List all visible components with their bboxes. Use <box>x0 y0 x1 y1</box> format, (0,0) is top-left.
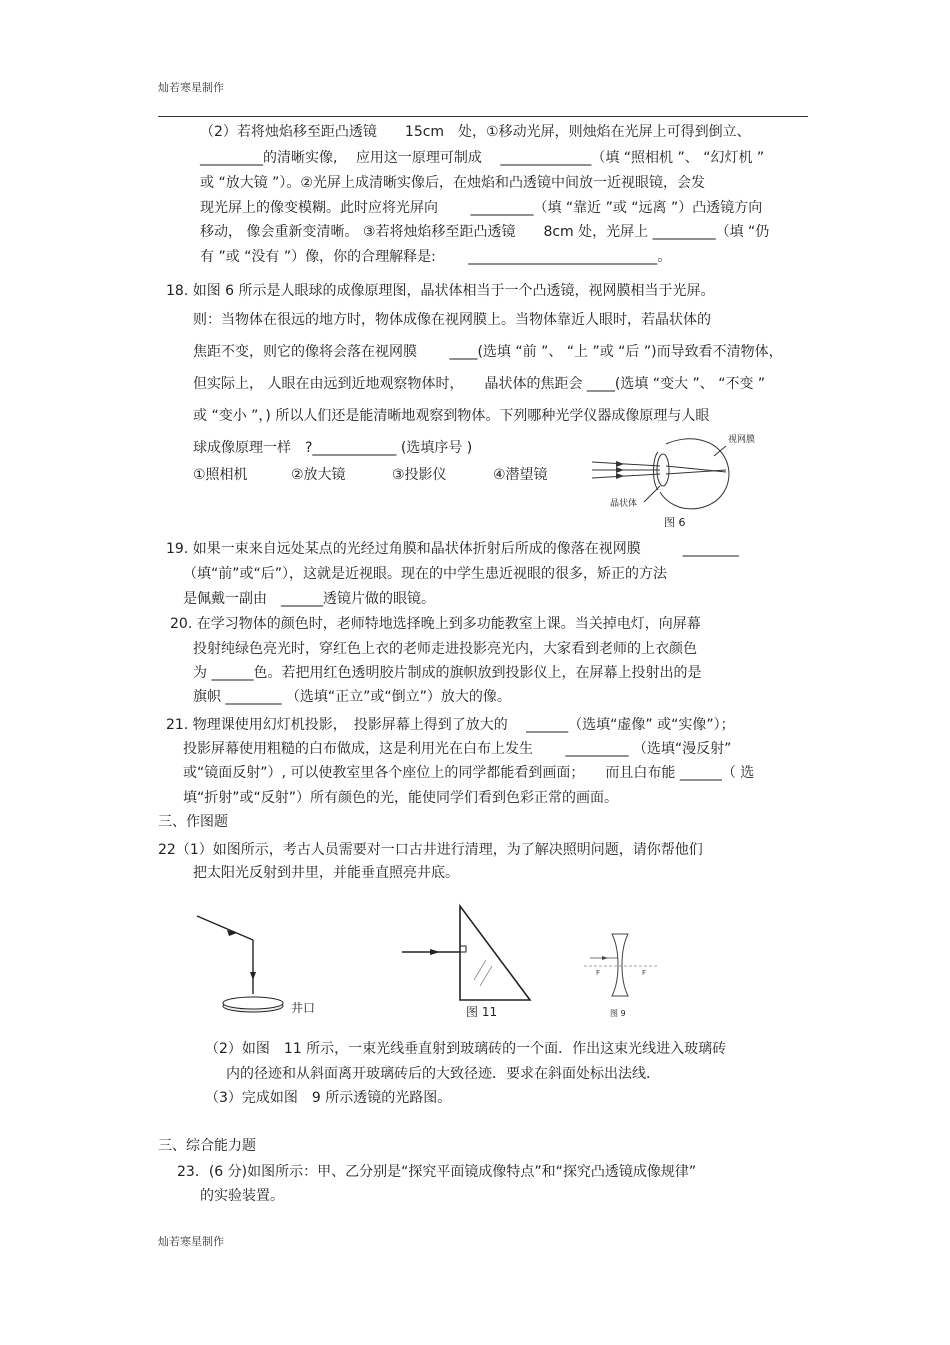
retina-label: 视网膜 <box>728 435 756 445</box>
q23-line-2: 的实验装置。 <box>200 1188 284 1204</box>
figure-9-caption: 图 9 <box>610 1009 626 1018</box>
section-3-title: 三、作图题 <box>158 814 228 830</box>
header-watermark: 灿若寒星制作 <box>158 81 224 94</box>
q23-line-1: 23．(6 分)如图所示：甲、乙分别是“探究平面镜成像特点”和“探究凸透镜成像规律” <box>177 1164 697 1180</box>
q21-line-1: 21. 物理课使用幻灯机投影， 投影屏幕上得到了放大的 ______（选填“虚像” 或“实像”）； <box>166 717 735 733</box>
q20-line-2: 投射纯绿色亮光时，穿红色上衣的老师走进投影亮光内，大家看到老师的上衣颜色 <box>193 641 697 657</box>
q22-part2-line-1: （2）如图 11 所示，一束光线垂直射到玻璃砖的一个面．作出这束光线进入玻璃砖 <box>205 1041 727 1057</box>
q17-line-1: （2）若将烛焰移至距凸透镜 15cm 处，①移动光屏，则烛焰在光屏上可得到倒立、 <box>200 124 751 140</box>
q18-line-2: 则：当物体在很远的地方时，物体成像在视网膜上。当物体靠近人眼时，若晶状体的 <box>193 312 711 328</box>
q17-line-5: 移动， 像会重新变清晰。 ③若将烛焰移至距凸透镜 8cm 处，光屏上 _________（填 “仍 <box>200 224 770 240</box>
footer-watermark: 灿若寒星制作 <box>158 1235 224 1248</box>
q21-line-2: 投影屏幕使用粗糙的白布做成，这是利用光在白布上发生 _________ （选填“漫反射” <box>183 741 732 757</box>
q21-line-4: 填“折射”或“反射”）所有颜色的光，能使同学们看到色彩正常的画面。 <box>183 790 619 806</box>
well-label: 井口 <box>291 1001 316 1015</box>
figure-11-caption: 图 11 <box>466 1005 498 1019</box>
q19-line-1: 19. 如果一束来自远处某点的光经过角膜和晶状体折射后所成的像落在视网膜 ________ <box>166 541 739 557</box>
q20-line-4: 旗帜 ________ （选填“正立”或“倒立”）放大的像。 <box>193 689 511 705</box>
q17-line-6: 有 ”或 “没有 ”）像，你的合理解释是: ___________________________。 <box>200 249 672 265</box>
q18-line-4: 但实际上， 人眼在由远到近地观察物体时， 晶状体的焦距会 ____(选填 “变大 ”、 “不变 ” <box>193 376 766 392</box>
q18-option-1: ①照相机 <box>193 467 248 483</box>
q19-line-3: 是佩戴一副由 ______透镜片做的眼镜。 <box>183 591 435 607</box>
glass-brick-diagram <box>400 900 540 1022</box>
focus-left-label: F <box>596 969 601 977</box>
q18-line-6: 球成像原理一样 ?____________ (选填序号 ) <box>193 440 473 456</box>
well-diagram <box>195 912 325 1022</box>
q20-line-3: 为 ______色。若把用红色透明胶片制成的旗帜放到投影仪上，在屏幕上投射出的是 <box>193 665 702 681</box>
q18-option-4: ④潜望镜 <box>493 467 548 483</box>
q18-line-5: 或 “变小 ”，) 所以人们还是能清晰地观察到物体。下列哪种光学仪器成像原理与人眼 <box>193 408 710 424</box>
q22-part3: （3）完成如图 9 所示透镜的光路图。 <box>205 1090 452 1106</box>
q22-line-2: 把太阳光反射到井里，并能垂直照亮井底。 <box>193 865 459 881</box>
lens-label: 晶状体 <box>610 499 638 509</box>
q22-line-1: 22（1）如图所示，考古人员需要对一口古井进行清理，为了解决照明问题，请你帮他们 <box>158 842 703 858</box>
q18-line-3: 焦距不变，则它的像将会落在视网膜 ____(选填 “前 ”、 “上 ”或 “后 ”)而导致看不清物体， <box>193 344 783 360</box>
q18-option-3: ③投影仪 <box>392 467 447 483</box>
q17-line-4: 现光屏上的像变模糊。此时应将光屏向 _________（填 “靠近 ”或 “远离 ”）凸透镜方向 <box>200 200 763 216</box>
concave-lens-diagram <box>582 930 660 1022</box>
header-rule <box>158 116 808 117</box>
q19-line-2: （填“前”或“后”），这就是近视眼。现在的中学生患近视眼的很多，矫正的方法 <box>183 566 668 582</box>
eye-diagram <box>588 428 763 532</box>
section-4-title: 三、综合能力题 <box>158 1138 256 1154</box>
focus-right-label: F <box>642 969 647 977</box>
figure-6-caption: 图 6 <box>664 516 686 529</box>
q17-line-2: _________的清晰实像, 应用这一原理可制成 _____________（填 “照相机 ”、 “幻灯机 ” <box>200 150 765 166</box>
q18-option-2: ②放大镜 <box>291 467 346 483</box>
q18-line-1: 18. 如图 6 所示是人眼球的成像原理图，晶状体相当于一个凸透镜，视网膜相当于光屏。 <box>166 283 715 299</box>
q21-line-3: 或“镜面反射”）, 可以使教室里各个座位上的同学都能看到画面； 而且白布能 ______（ 选 <box>183 765 755 781</box>
q22-part2-line-2: 内的径迹和从斜面离开玻璃砖后的大致径迹．要求在斜面处标出法线. <box>226 1066 651 1082</box>
q17-line-3: 或 “放大镜 ”）。②光屏上成清晰实像后，在烛焰和凸透镜中间放一近视眼镜，会发 <box>200 175 705 191</box>
q20-line-1: 20. 在学习物体的颜色时，老师特地选择晚上到多功能教室上课。当关掉电灯，向屏幕 <box>170 616 701 632</box>
